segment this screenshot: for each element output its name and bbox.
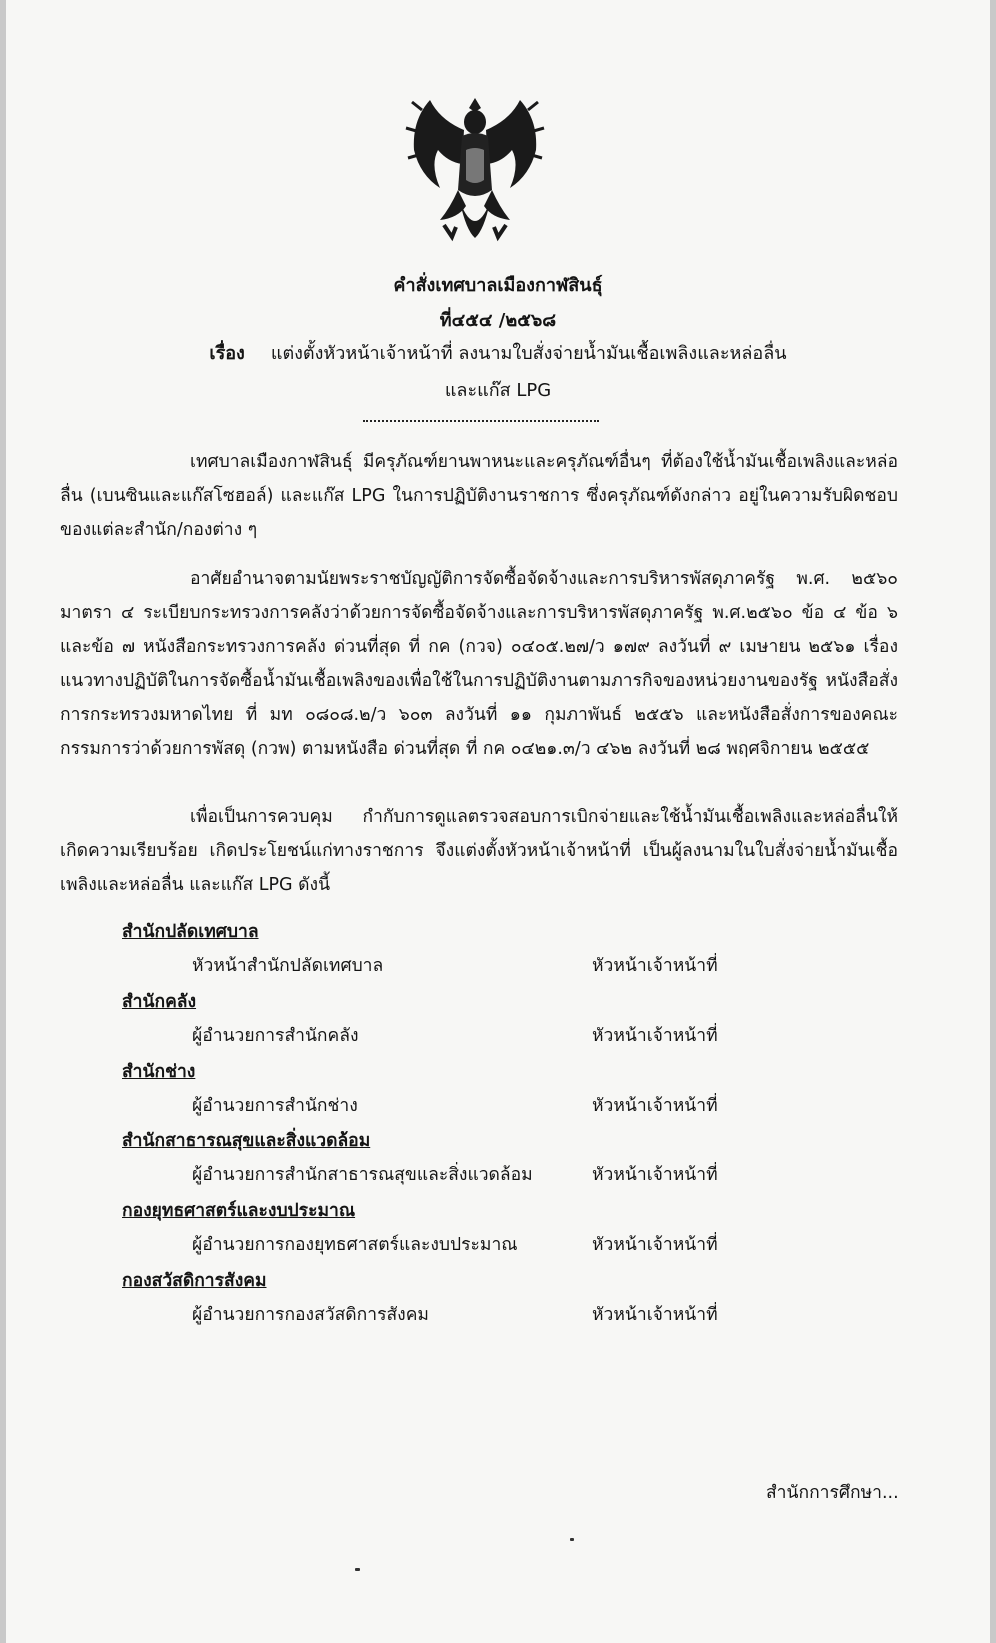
paragraph-3-text: เพื่อเป็นการควบคุม กำกับการดูแลตรวจสอบการเบิกจ่ายและใช้น้ำมันเชื้อเพลิงและหล่อลื่นให้เกิดความเรียบร้อย เกิดประโยชน์แก่ทางราชการ จึงแต่งตั้งหัวหน้าเจ้าหน้าที่ เป็นผู้ลงนามในใบสั่งจ่ายน้ำมันเชื้อเพลิงและหล่อลื่น และแก๊ส LPG ดังนี้ [60, 807, 898, 895]
position-name: ผู้อำนวยการกองสวัสดิการสังคม [192, 1305, 429, 1325]
paragraph-1 [60, 445, 898, 547]
section-heading: กองสวัสดิการสังคม [122, 1271, 267, 1291]
position-name: ผู้อำนวยการสำนักคลัง [192, 1026, 359, 1046]
scan-speck [570, 1538, 574, 1541]
continuation-note: สำนักการศึกษา... [766, 1483, 899, 1503]
position-name: ผู้อำนวยการสำนักสาธารณสุขและสิ่งแวดล้อม [192, 1165, 533, 1185]
separator [363, 420, 599, 422]
paragraph-2 [60, 562, 898, 766]
order-number: ที่๔๕๔ /๒๕๖๘ [439, 310, 557, 331]
subject-line-2: และแก๊ส LPG [444, 380, 552, 401]
subject-label: เรื่อง [209, 343, 245, 364]
role-name: หัวหน้าเจ้าหน้าที่ [592, 1165, 718, 1185]
role-name: หัวหน้าเจ้าหน้าที่ [592, 1235, 718, 1255]
role-name: หัวหน้าเจ้าหน้าที่ [592, 1305, 718, 1325]
subject-text: แต่งตั้งหัวหน้าเจ้าหน้าที่ ลงนามใบสั่งจ่ายน้ำมันเชื้อเพลิงและหล่อลื่น [270, 343, 787, 364]
role-name: หัวหน้าเจ้าหน้าที่ [592, 956, 718, 976]
position-name: ผู้อำนวยการกองยุทธศาสตร์และงบประมาณ [192, 1235, 518, 1255]
scan-speck [355, 1568, 360, 1571]
section-heading: สำนักสาธารณสุขและสิ่งแวดล้อม [122, 1131, 371, 1151]
paragraph-2-text: อาศัยอำนาจตามนัยพระราชบัญญัติการจัดซื้อจัดจ้างและการบริหารพัสดุภาครัฐ พ.ศ. ๒๕๖๐ มาตรา ๔ ระเบียบกระทรวงการคลังว่าด้วยการจัดซื้อจัดจ้างและการบริหารพัสดุภาครัฐ พ.ศ.๒๕๖๐ ข้อ ๔ ข้อ ๖ และข้อ ๗ หนังสือกระทรวงการคลัง ด่วนที่สุด ที่ กค (กวจ) ๐๔๐๕.๒๗/ว ๑๗๙ ลงวันที่ ๙ เมษายน ๒๕๖๑ เรื่อง แนวทางปฏิบัติในการจัดซื้อน้ำมันเชื้อเพลิงของเพื่อใช้ในการปฏิบัติงานตามภารกิจของหน่วยงานของรัฐ หนังสือสั่งการกระทรวงมหาดไทย ที่ มท ๐๘๐๘.๒/ว ๖๐๓ ลงวันที่ ๑๑ กุมภาพันธ์ ๒๕๕๖ และหนังสือสั่งการของคณะกรรมการว่าด้วยการพัสดุ (กวพ) ตามหนังสือ ด่วนที่สุด ที่ กค ๐๔๒๑.๓/ว ๔๖๒ ลงวันที่ ๒๘ พฤศจิกายน ๒๕๕๕ [60, 569, 898, 759]
paragraph-1-text: เทศบาลเมืองกาฬสินธุ์ มีครุภัณฑ์ยานพาหนะและครุภัณฑ์อื่นๆ ที่ต้องใช้น้ำมันเชื้อเพลิงและหล่อลื่น (เบนซินและแก๊สโซฮอล์) และแก๊ส LPG ในการปฏิบัติงานราชการ ซึ่งครุภัณฑ์ดังกล่าว อยู่ในความรับผิดชอบของแต่ละสำนัก/กองต่าง ๆ [60, 452, 898, 540]
scan-edge-left [0, 0, 6, 1643]
section-heading: กองยุทธศาสตร์และงบประมาณ [122, 1201, 356, 1221]
garuda-emblem-icon [400, 80, 550, 250]
role-name: หัวหน้าเจ้าหน้าที่ [592, 1096, 718, 1116]
section-heading: สำนักคลัง [122, 992, 197, 1012]
paragraph-3 [60, 800, 898, 902]
position-name: หัวหน้าสำนักปลัดเทศบาล [192, 956, 384, 976]
section-heading: สำนักช่าง [122, 1062, 196, 1082]
scan-edge-right [990, 0, 996, 1643]
section-heading: สำนักปลัดเทศบาล [122, 922, 259, 942]
position-name: ผู้อำนวยการสำนักช่าง [192, 1096, 358, 1116]
role-name: หัวหน้าเจ้าหน้าที่ [592, 1026, 718, 1046]
subject-line [0, 338, 996, 367]
order-title: คำสั่งเทศบาลเมืองกาฬสินธุ์ [393, 275, 603, 296]
